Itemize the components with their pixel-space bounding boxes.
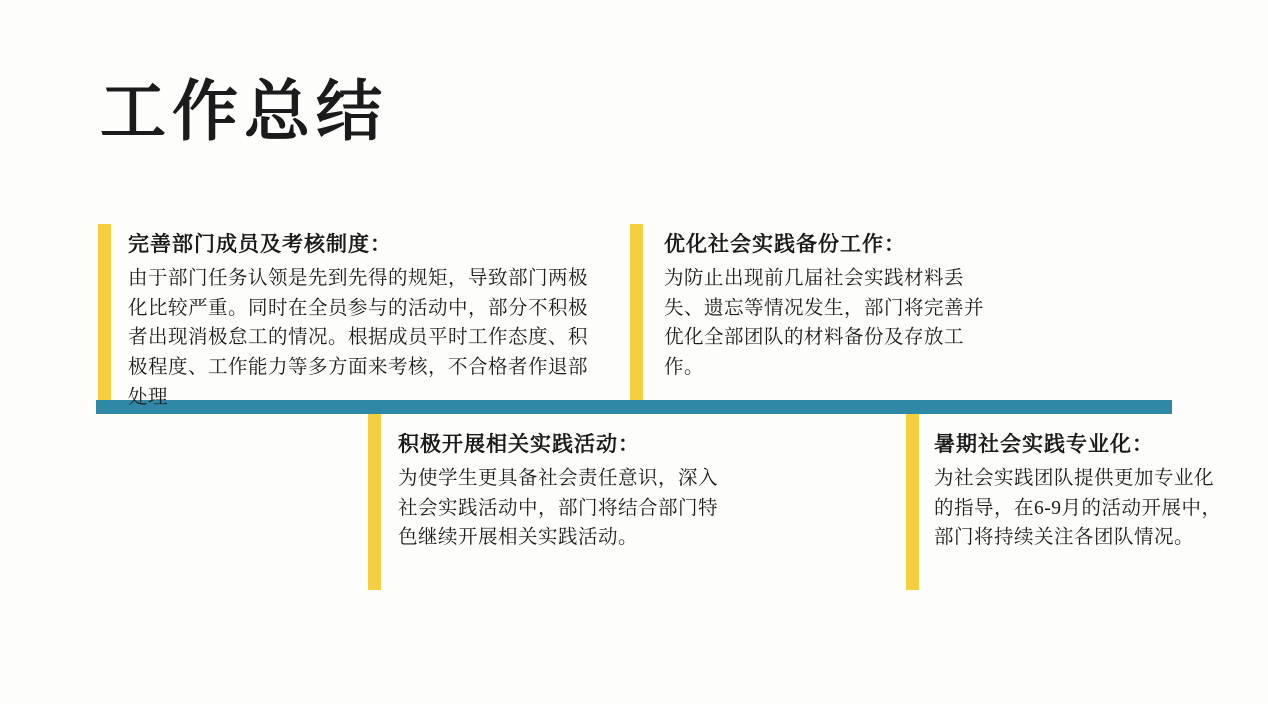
timeline-block-2 xyxy=(664,228,994,383)
timeline-block-1 xyxy=(128,228,598,412)
timeline-marker-4 xyxy=(906,414,919,590)
block-body: 为防止出现前几届社会实践材料丢失、遗忘等情况发生，部门将完善并优化全部团队的材料备份及存放工作。 xyxy=(664,268,985,378)
block-body: 为使学生更具备社会责任意识，深入社会实践活动中，部门将结合部门特色继续开展相关实践活动。 xyxy=(398,468,719,549)
block-heading: 优化社会实践备份工作： xyxy=(664,232,906,256)
block-body: 由于部门任务认领是先到先得的规矩，导致部门两极化比较严重。同时在全员参与的活动中，部分不积极者出现消极怠工的情况。根据成员平时工作态度、积极程度、工作能力等多方面来考核，不合格者作退部处理 xyxy=(128,268,589,408)
timeline-marker-3 xyxy=(630,224,643,400)
block-heading: 积极开展相关实践活动： xyxy=(398,432,640,456)
timeline-block-3 xyxy=(398,428,728,553)
timeline-marker-2 xyxy=(368,414,381,590)
timeline-block-4 xyxy=(934,428,1224,553)
page-title: 工作总结 xyxy=(100,72,388,150)
block-heading: 完善部门成员及考核制度： xyxy=(128,232,392,256)
block-body: 为社会实践团队提供更加专业化的指导，在6-9月的活动开展中，部门将持续关注各团队情况。 xyxy=(934,468,1222,549)
block-heading: 暑期社会实践专业化： xyxy=(934,432,1154,456)
timeline-marker-1 xyxy=(98,224,111,400)
